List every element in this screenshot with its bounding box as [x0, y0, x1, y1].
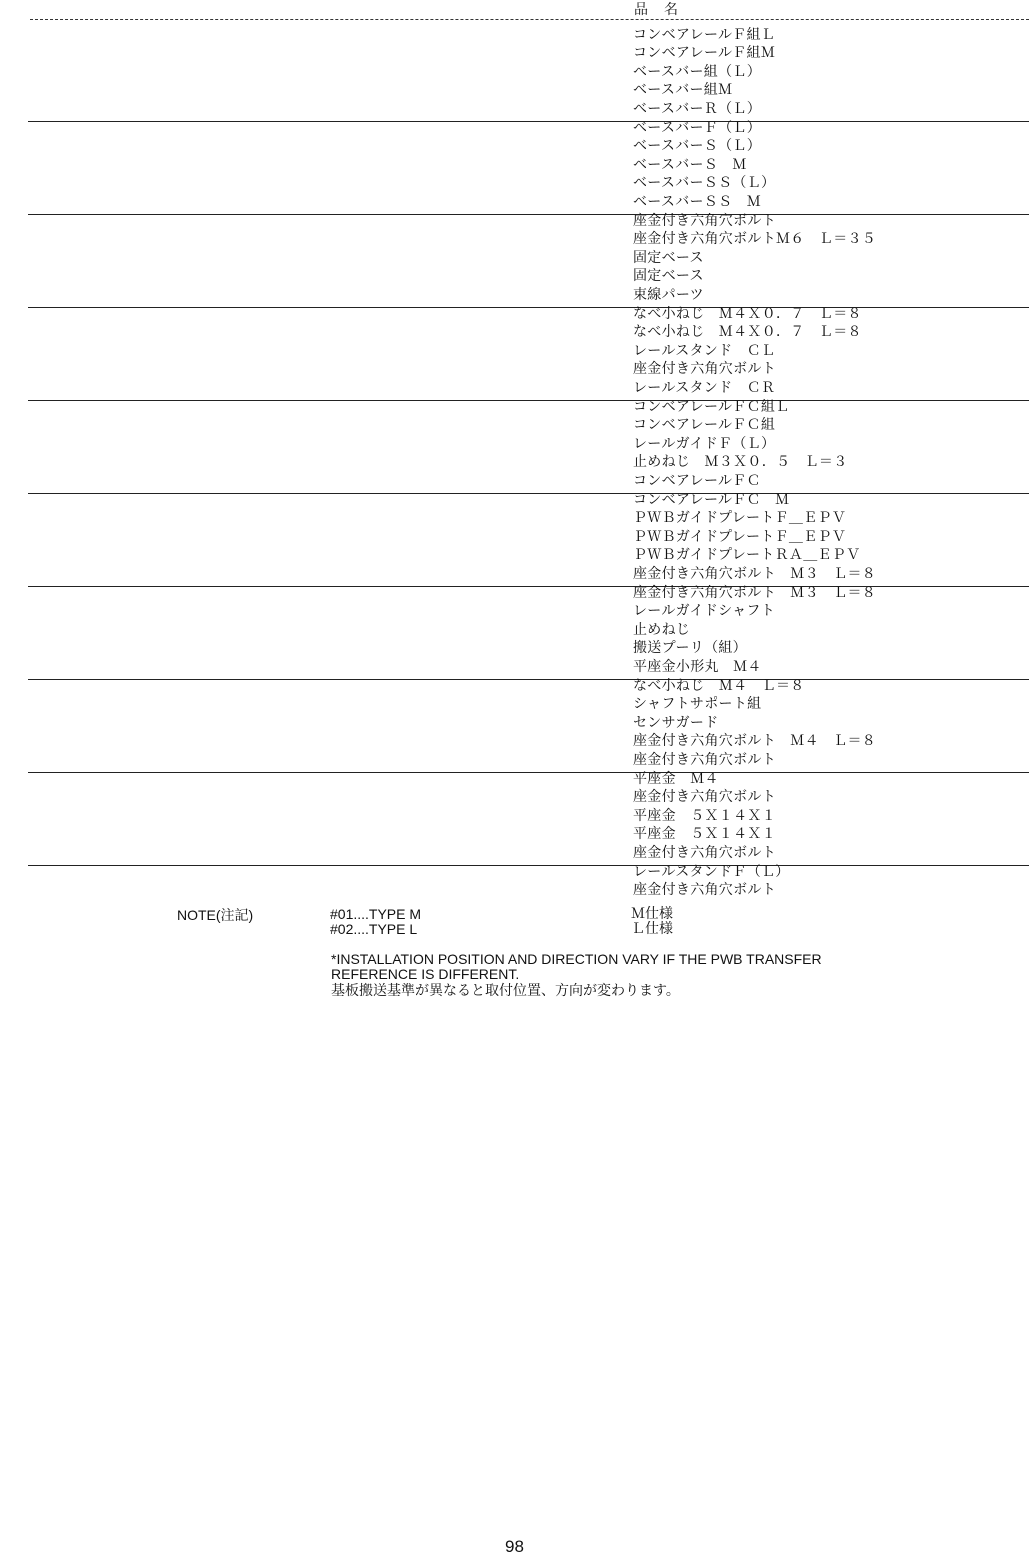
part-name: 座金付き六角穴ボルト — [633, 789, 776, 806]
part-name: コンベアレールＦＣ組 — [633, 417, 776, 434]
parts-list — [0, 27, 1029, 899]
part-name: 座金付き六角穴ボルト Ｍ３ Ｌ＝８ — [633, 585, 877, 601]
part-name: 座金付き六角穴ボルト — [633, 882, 776, 899]
part-name: ベースバーＲ（Ｌ） — [633, 100, 761, 117]
part-name: なべ小ねじ Ｍ４ Ｌ＝８ — [633, 678, 805, 694]
parts-group — [28, 29, 1029, 122]
header-divider — [30, 19, 1029, 20]
parts-group — [28, 587, 1029, 680]
part-name: 平座金小形丸 Ｍ４ — [633, 658, 762, 675]
part-name: レールガイドＦ（Ｌ） — [633, 435, 776, 452]
parts-group — [28, 494, 1029, 587]
part-name: ベースバーＳ（Ｌ） — [633, 138, 761, 155]
part-name: コンベアレールＦＣ組Ｌ — [633, 399, 790, 415]
part-name: ベースバー組（Ｌ） — [633, 63, 761, 80]
part-name: 平座金 ５Ｘ１４Ｘ１ — [633, 826, 776, 843]
part-name: コンベアレールＦ組Ｍ — [633, 45, 776, 62]
parts-group — [28, 680, 1029, 773]
note-line-1: *INSTALLATION POSITION AND DIRECTION VARY IF THE PWB TRANSFER — [331, 951, 822, 967]
part-name: 座金付き六角穴ボルト — [633, 213, 776, 229]
parts-group — [28, 401, 1029, 494]
parts-group — [28, 215, 1029, 308]
part-name: ＰＷＢガイドプレートＦ＿ＥＰＶ — [633, 510, 847, 527]
part-name: レールガイドシャフト — [633, 603, 776, 620]
part-name: 固定ベース — [633, 249, 704, 266]
note-label: NOTE(注記) — [177, 907, 254, 923]
part-name: ベースバーＦ（Ｌ） — [633, 120, 761, 136]
part-name: 平座金 Ｍ４ — [633, 771, 719, 787]
part-name: 平座金 ５Ｘ１４Ｘ１ — [633, 807, 776, 824]
note-line-3: 基板搬送基準が異なると取付位置、方向が変わります。 — [331, 982, 680, 998]
note-spec-l: Ｌ仕様 — [631, 921, 673, 937]
part-name: 固定ベース — [633, 268, 704, 285]
part-name: コンベアレールＦ組Ｌ — [633, 27, 776, 43]
note-type-l: #02....TYPE L — [330, 921, 418, 937]
part-name: 搬送プーリ（組） — [633, 640, 747, 657]
part-name: 止めねじ Ｍ３Ｘ０．５ Ｌ＝３ — [633, 454, 848, 471]
part-name: 座金付き六角穴ボルト — [633, 844, 776, 861]
parts-group — [28, 773, 1029, 866]
part-name: シャフトサポート組 — [633, 696, 762, 713]
part-name: レールスタンド ＣＬ — [633, 342, 776, 359]
part-name: ＰＷＢガイドプレートＲＡ＿ＥＰＶ — [633, 547, 861, 564]
part-name: センサガード — [633, 714, 719, 731]
part-name: 座金付き六角穴ボルト Ｍ４ Ｌ＝８ — [633, 733, 877, 750]
part-name: 座金付き六角穴ボルトＭ６ Ｌ＝３５ — [633, 231, 877, 248]
part-name: 座金付き六角穴ボルト — [633, 751, 776, 768]
column-title: 品 名 — [634, 2, 679, 18]
part-name: コンベアレールＦＣ Ｍ — [633, 492, 790, 508]
part-name: レールスタンド ＣＲ — [633, 379, 776, 396]
part-name: ベースバーＳＳ Ｍ — [633, 193, 761, 210]
part-name: 座金付き六角穴ボルト — [633, 361, 776, 378]
part-name: ベースバーＳ Ｍ — [633, 156, 747, 173]
part-name: レールスタンドＦ（Ｌ） — [633, 864, 790, 880]
note-line-2: REFERENCE IS DIFFERENT. — [331, 966, 520, 982]
part-name: ベースバー組Ｍ — [633, 82, 733, 99]
page-number: 98 — [505, 1537, 524, 1556]
part-name: 束線パーツ — [633, 286, 704, 303]
part-name: コンベアレールＦＣ — [633, 472, 761, 489]
part-name: ＰＷＢガイドプレートＦ＿ＥＰＶ — [633, 528, 847, 545]
part-name: 座金付き六角穴ボルト Ｍ３ Ｌ＝８ — [633, 565, 877, 582]
note-type-m: #01....TYPE M — [330, 906, 422, 922]
parts-group — [28, 308, 1029, 401]
note-spec-m: Ｍ仕様 — [631, 906, 673, 922]
part-name: なべ小ねじ Ｍ４Ｘ０．７ Ｌ＝８ — [633, 324, 862, 341]
part-name: ベースバーＳＳ（Ｌ） — [633, 175, 776, 192]
part-name: なべ小ねじ Ｍ４Ｘ０．７ Ｌ＝８ — [633, 306, 862, 322]
parts-group — [28, 122, 1029, 215]
part-name: 止めねじ — [633, 621, 691, 638]
